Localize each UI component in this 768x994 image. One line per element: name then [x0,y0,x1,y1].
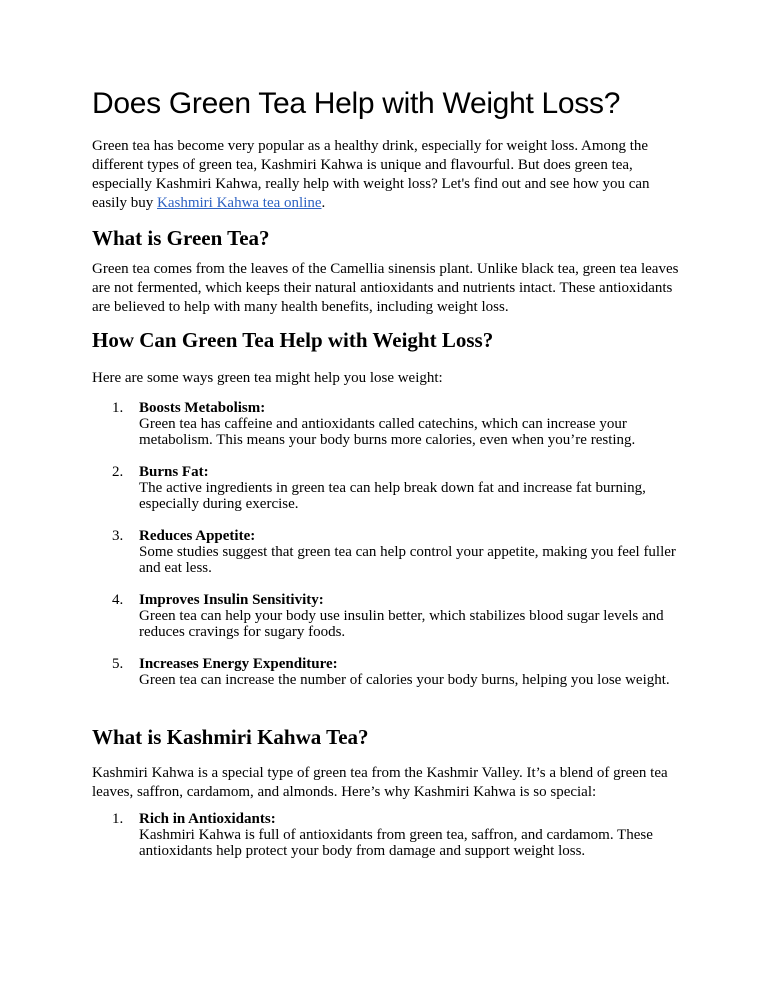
list-item-text: Green tea can help your body use insulin better, which stabilizes blood sugar levels and reduces cravings for sugary foods. [139,608,664,640]
list-item-title: Rich in Antioxidants: [139,811,276,827]
intro-text-end: . [321,195,326,211]
intro-paragraph [92,137,682,213]
kashmiri-kahwa-list [92,811,682,859]
list-item-number: 5. [112,656,124,672]
section-heading-green-tea: What is Green Tea? [92,226,270,250]
list-item-title: Boosts Metabolism: [139,400,266,416]
kashmiri-kahwa-link[interactable]: Kashmiri Kahwa tea online [157,195,322,211]
weight-loss-list [92,400,682,688]
section-heading-weight-loss: How Can Green Tea Help with Weight Loss? [92,328,494,352]
list-item-title: Reduces Appetite: [139,528,256,544]
list-item-number: 2. [112,464,124,480]
list-item-title: Increases Energy Expenditure: [139,656,338,672]
list-item [92,464,682,512]
list-item [92,656,682,688]
list-item-text: Some studies suggest that green tea can help control your appetite, making you feel fuller and eat less. [139,544,676,576]
list-item [92,400,682,448]
list-item-number: 1. [112,811,124,827]
section-heading-kashmiri-kahwa: What is Kashmiri Kahwa Tea? [92,725,369,749]
list-item [92,528,682,576]
green-tea-paragraph: Green tea comes from the leaves of the Camellia sinensis plant. Unlike black tea, green tea leaves are not fermented, which keeps their natural antioxidants and nutrients intact. These antioxidants are believed to help with many health benefits, including weight loss. [92,261,679,315]
list-item-title: Burns Fat: [139,464,209,480]
weight-loss-intro: Here are some ways green tea might help you lose weight: [92,370,443,386]
list-item-number: 3. [112,528,124,544]
list-item [92,592,682,640]
list-item-text: Kashmiri Kahwa is full of antioxidants from green tea, saffron, and cardamom. These antioxidants help protect your body from damage and support weight loss. [139,827,653,859]
list-item [92,811,682,859]
list-item-text: Green tea has caffeine and antioxidants called catechins, which can increase your metabolism. This means your body burns more calories, even when you’re resting. [139,416,636,448]
list-item-text: Green tea can increase the number of calories your body burns, helping you lose weight. [139,672,670,688]
kashmiri-kahwa-paragraph: Kashmiri Kahwa is a special type of green tea from the Kashmir Valley. It’s a blend of green tea leaves, saffron, cardamom, and almonds. Here’s why Kashmiri Kahwa is so special: [92,765,668,800]
list-item-number: 1. [112,400,124,416]
page-title: Does Green Tea Help with Weight Loss? [92,87,621,120]
list-item-title: Improves Insulin Sensitivity: [139,592,324,608]
list-item-text: The active ingredients in green tea can help break down fat and increase fat burning, especially during exercise. [139,480,646,512]
intro-text: Green tea has become very popular as a healthy drink, especially for weight loss. Among the different types of green tea, Kashmiri Kahwa is unique and flavourful. But does green tea, especially Kashmiri Kahwa, really help with weight loss? Let's find out and see how you can easily buy [92,138,650,211]
list-item-number: 4. [112,592,124,608]
